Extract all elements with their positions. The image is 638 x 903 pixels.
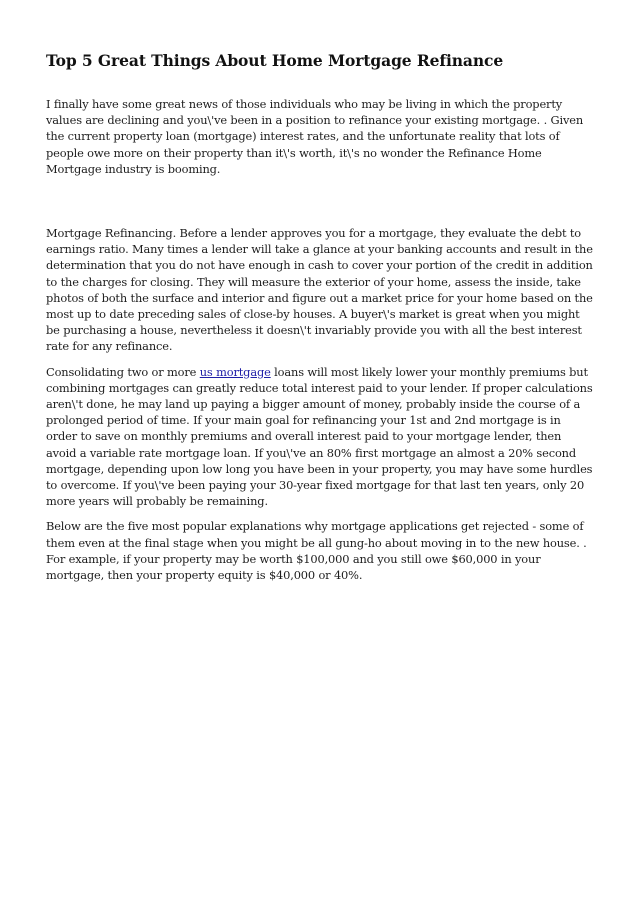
paragraph-consolidating-text-end: loans will most likely lower your monthly premiums but combining mortgages can greatly reduce total interest paid to your lender. If proper calculations aren\'t done, he may land up paying a bigger amount of money, probably inside the course of a prolonged period of time. If your main goal for refinancing your 1st and 2nd mortgage is in order to save on monthly premiums and overall interest paid to your mortgage lender, then avoid a variable rate mortgage loan. If you\'ve an 80% first mortgage an almost a 20% second mortgage, depending upon low long you have been in your property, you may have some hurdles to overcome. If you\'ve been paying your 30-year fixed mortgage for that last ten years, only 20 more years will probably be remaining. xyxy=(46,364,593,509)
paragraph-refinancing: Mortgage Refinancing. Before a lender approves you for a mortgage, they evaluate the debt to earnings ratio. Many times a lender will take a glance at your banking accounts and result in the determination that you do not have enough in cash to cover your portion of the credit in addition to the charges for closing. They will measure the exterior of your home, assess the inside, take photos of both the surface and interior and figure out a market price for your home based on the most up to date preceding sales of close-by houses. A buyer\'s market is great when you might be purchasing a house, nevertheless it doesn\'t invariably provide you with all the best interest rate for any refinance. xyxy=(46,226,593,354)
document-page xyxy=(46,50,594,583)
paragraph-intro: I finally have some great news of those individuals who may be living in which the property values are declining and you\'ve been in a position to refinance your existing mortgage. . Given the current property loan (mortgage) interest rates, and the unfortunate reality that lots of people owe more on their property than it\'s worth, it\'s no wonder the Refinance Home Mortgage industry is booming. xyxy=(46,97,584,176)
document-title: Top 5 Great Things About Home Mortgage Refinance xyxy=(46,51,504,70)
paragraph-consolidating xyxy=(46,364,594,510)
paragraph-rejection-reasons: Below are the five most popular explanations why mortgage applications get rejected - some of them even at the final stage when you might be all gung-ho about moving in to the new house. . For example, if your property may be worth $100,000 and you still owe $60,000 in your mortgage, then your property equity is $40,000 or 40%. xyxy=(46,519,587,583)
paragraph-consolidating-text-start: Consolidating two or more xyxy=(46,364,200,379)
us-mortgage-link[interactable]: us mortgage xyxy=(199,364,271,379)
